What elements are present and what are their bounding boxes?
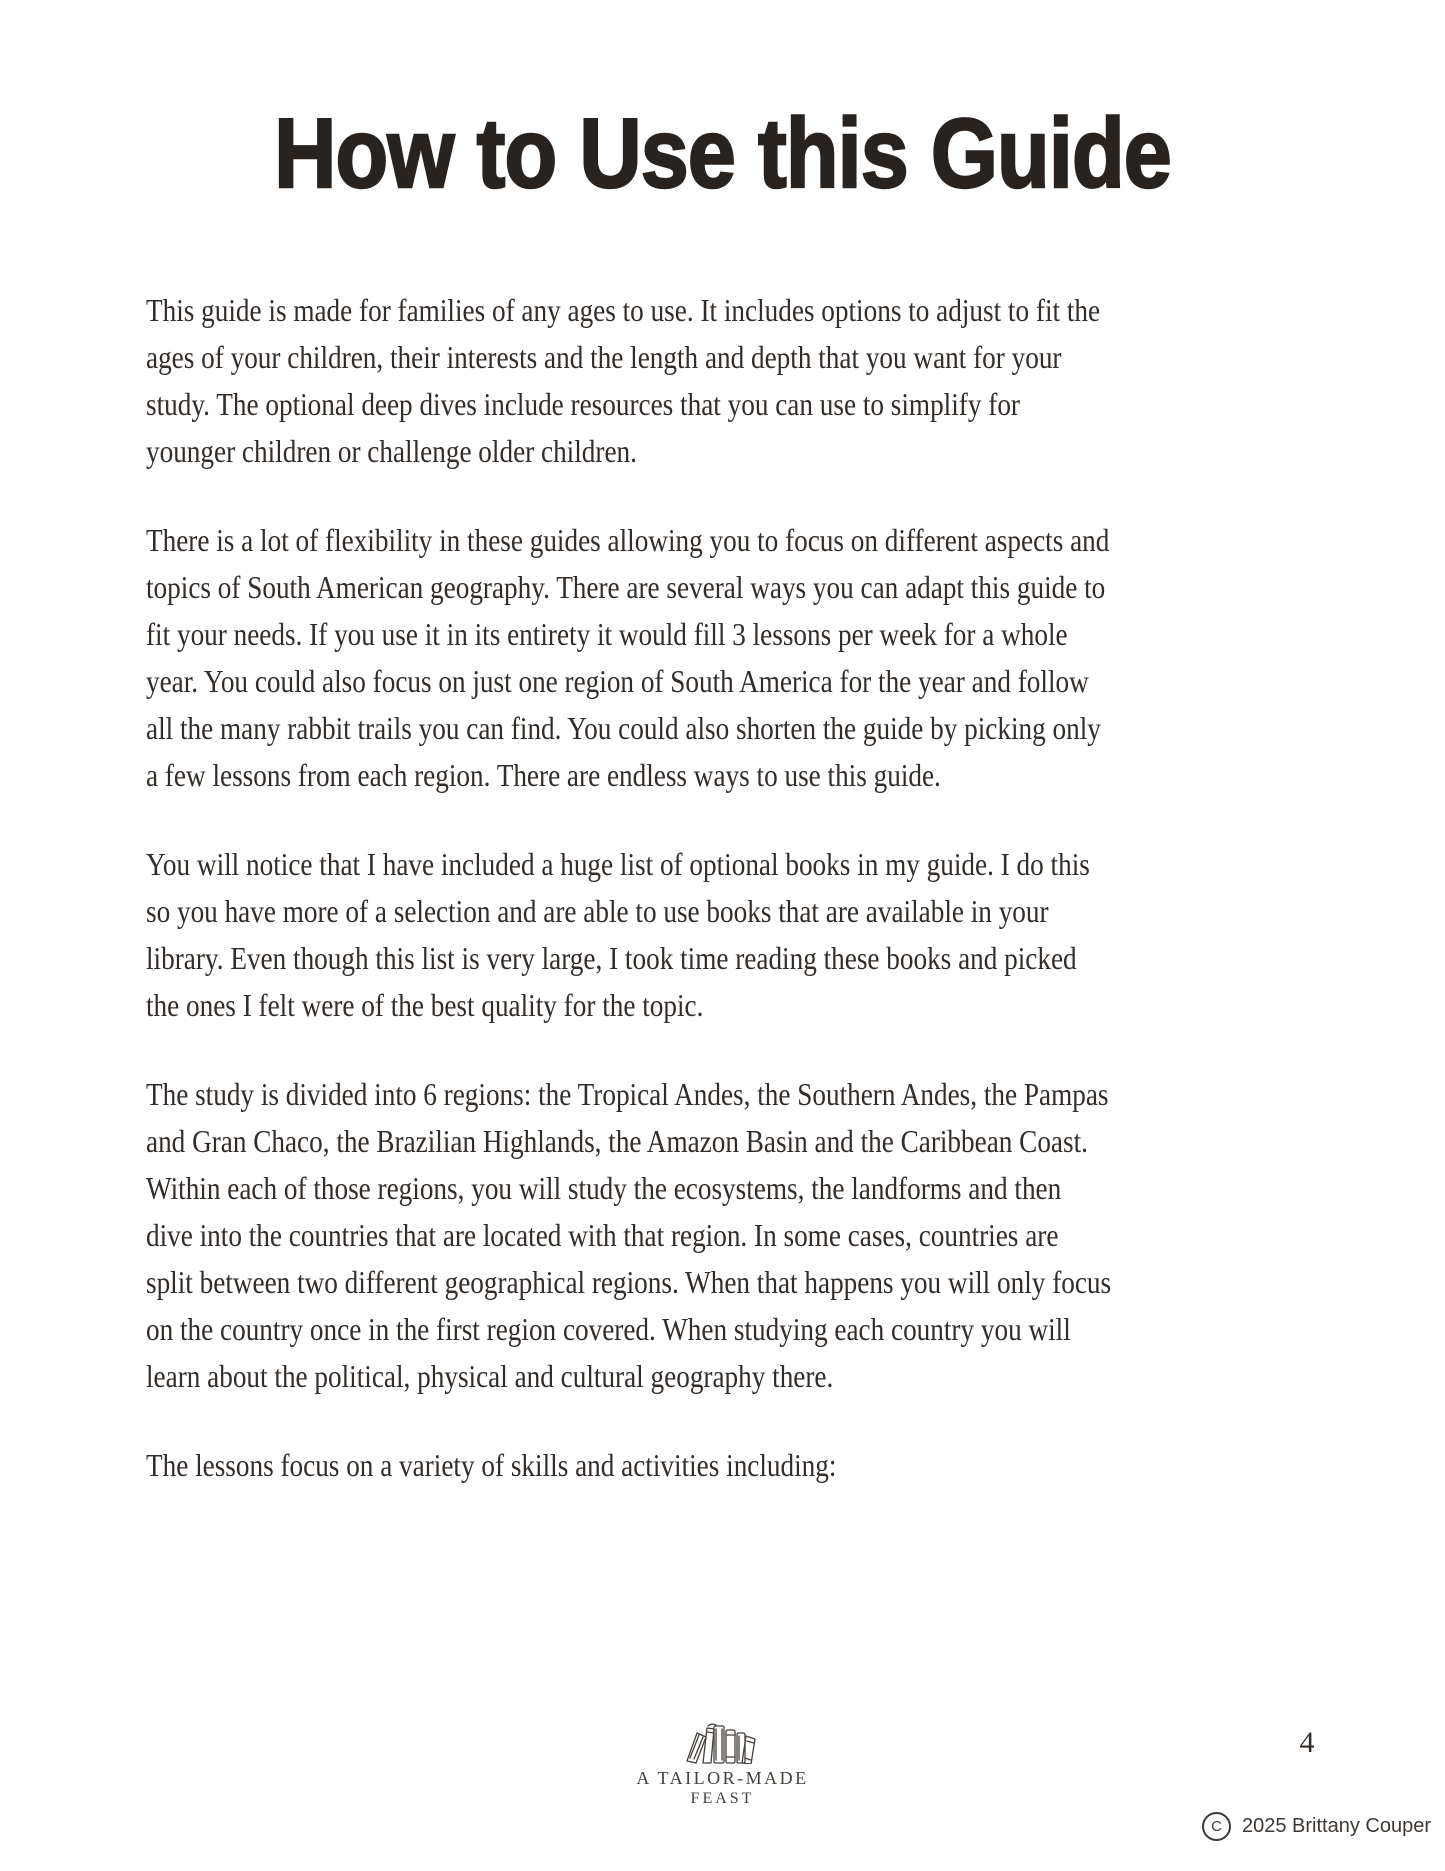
text-line: The lessons focus on a variety of skills and activities including: [146,1447,837,1483]
text-line: This guide is made for families of any ages to use. It includes options to adjust to fit the [146,292,1101,328]
page-number: 4 [1299,1726,1315,1759]
body-text [146,287,1306,1531]
text-line: The study is divided into 6 regions: the Tropical Andes, the Southern Andes, the Pampas [146,1076,1109,1112]
text-line: year. You could also focus on just one region of South America for the year and follow [146,663,1089,699]
text-line: study. The optional deep dives include resources that you can use to simplify for [146,386,1020,422]
text-line: so you have more of a selection and are able to use books that are available in your [146,893,1049,929]
paragraph [146,1071,1306,1400]
page-title [0,98,1445,208]
paragraph [146,841,1306,1029]
paragraph [146,517,1306,799]
text-line: topics of South American geography. There are several ways you can adapt this guide to [146,569,1106,605]
text-line: the ones I felt were of the best quality for the topic. [146,987,704,1023]
brand-name: A TAILOR-MADE [636,1768,809,1788]
text-line: ages of your children, their interests and the length and depth that you want for your [146,339,1062,375]
text-line: You will notice that I have included a huge list of optional books in my guide. I do this [146,846,1090,882]
text-line: and Gran Chaco, the Brazilian Highlands, the Amazon Basin and the Caribbean Coast. [146,1123,1088,1159]
text-line: all the many rabbit trails you can find. You could also shorten the guide by picking only [146,710,1101,746]
text-line: younger children or challenge older children. [146,433,637,469]
copyright-notice [1202,1812,1431,1841]
text-line: library. Even though this list is very large, I took time reading these books and picked [146,940,1077,976]
text-line: on the country once in the first region covered. When studying each country you will [146,1311,1071,1347]
text-line: learn about the political, physical and cultural geography there. [146,1358,834,1394]
text-line: fit your needs. If you use it in its entirety it would fill 3 lessons per week for a whole [146,616,1068,652]
brand-name-sub: FEAST [690,1790,755,1807]
copyright-icon: C [1202,1812,1231,1841]
text-line: a few lessons from each region. There are endless ways to use this guide. [146,757,941,793]
paragraph [146,1442,1306,1489]
brand-logo [0,1720,1445,1809]
page-title-text: How to Use this Guide [274,98,1171,208]
text-line: There is a lot of flexibility in these guides allowing you to focus on different aspects and [146,522,1110,558]
text-line: split between two different geographical regions. When that happens you will only focus [146,1264,1112,1300]
text-line: dive into the countries that are located with that region. In some cases, countries are [146,1217,1059,1253]
text-line: Within each of those regions, you will study the ecosystems, the landforms and then [146,1170,1062,1206]
books-stack-icon [683,1720,763,1764]
paragraph [146,287,1306,475]
copyright-text: 2025 Brittany Couper [1242,1815,1432,1837]
